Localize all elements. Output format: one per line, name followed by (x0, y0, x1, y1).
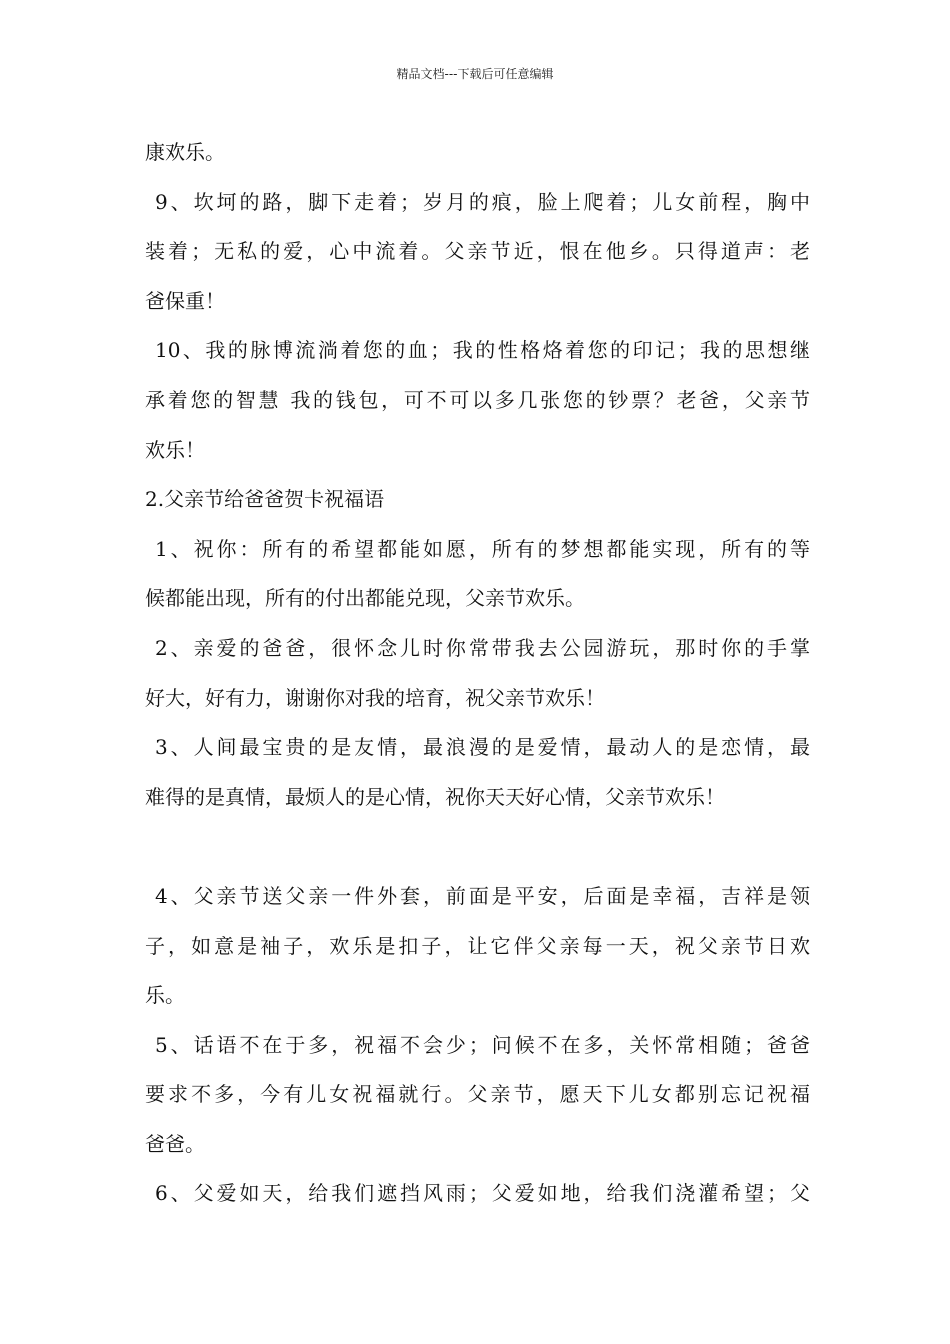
section-heading: 2.父亲节给爸爸贺卡祝福语 (145, 487, 385, 512)
text-line: 好大，好有力，谢谢你对我的培育，祝父亲节欢乐！ (145, 685, 605, 710)
text-line: 9、坎坷的路，脚下走着；岁月的痕，脸上爬着；儿女前程，胸中 (155, 189, 810, 214)
paragraph-gap (145, 822, 810, 872)
text-line: 5、话语不在于多，祝福不会少；问候不在多，关怀常相随；爸爸 (155, 1032, 810, 1057)
text-line: 装着；无私的爱，心中流着。父亲节近，恨在他乡。只得道声：老 (145, 239, 810, 264)
text-line: 候都能出现，所有的付出都能兑现，父亲节欢乐。 (145, 586, 585, 611)
text-line: 10、我的脉博流淌着您的血；我的性格烙着您的印记；我的思想继 (155, 338, 810, 363)
text-line: 难得的是真情，最烦人的是心情，祝你天天好心情，父亲节欢乐！ (145, 784, 725, 809)
page-header: 精品文档---下载后可任意编辑 (396, 67, 554, 81)
document-body (145, 128, 810, 1219)
text-line: 子，如意是袖子，欢乐是扣子，让它伴父亲每一天，祝父亲节日欢 (145, 933, 810, 958)
text-line: 康欢乐。 (145, 140, 225, 164)
text-line: 乐。 (145, 983, 185, 1008)
text-line: 2、亲爱的爸爸，很怀念儿时你常带我去公园游玩，那时你的手掌 (155, 635, 810, 660)
text-line: 要求不多，今有儿女祝福就行。父亲节，愿天下儿女都别忘记祝福 (145, 1082, 810, 1107)
text-line: 6、父爱如天，给我们遮挡风雨；父爱如地，给我们浇灌希望；父 (155, 1181, 810, 1206)
text-line: 承着您的智慧 我的钱包，可不可以多几张您的钞票？老爸，父亲节 (145, 387, 810, 412)
text-line: 3、人间最宝贵的是友情，最浪漫的是爱情，最动人的是恋情，最 (155, 735, 810, 760)
text-line: 4、父亲节送父亲一件外套，前面是平安，后面是幸福，吉祥是领 (155, 883, 810, 908)
text-line: 1、祝你：所有的希望都能如愿，所有的梦想都能实现，所有的等 (155, 536, 810, 561)
text-line: 欢乐！ (145, 437, 205, 462)
text-line: 爸爸。 (145, 1131, 205, 1156)
text-line: 爸保重！ (145, 288, 225, 313)
